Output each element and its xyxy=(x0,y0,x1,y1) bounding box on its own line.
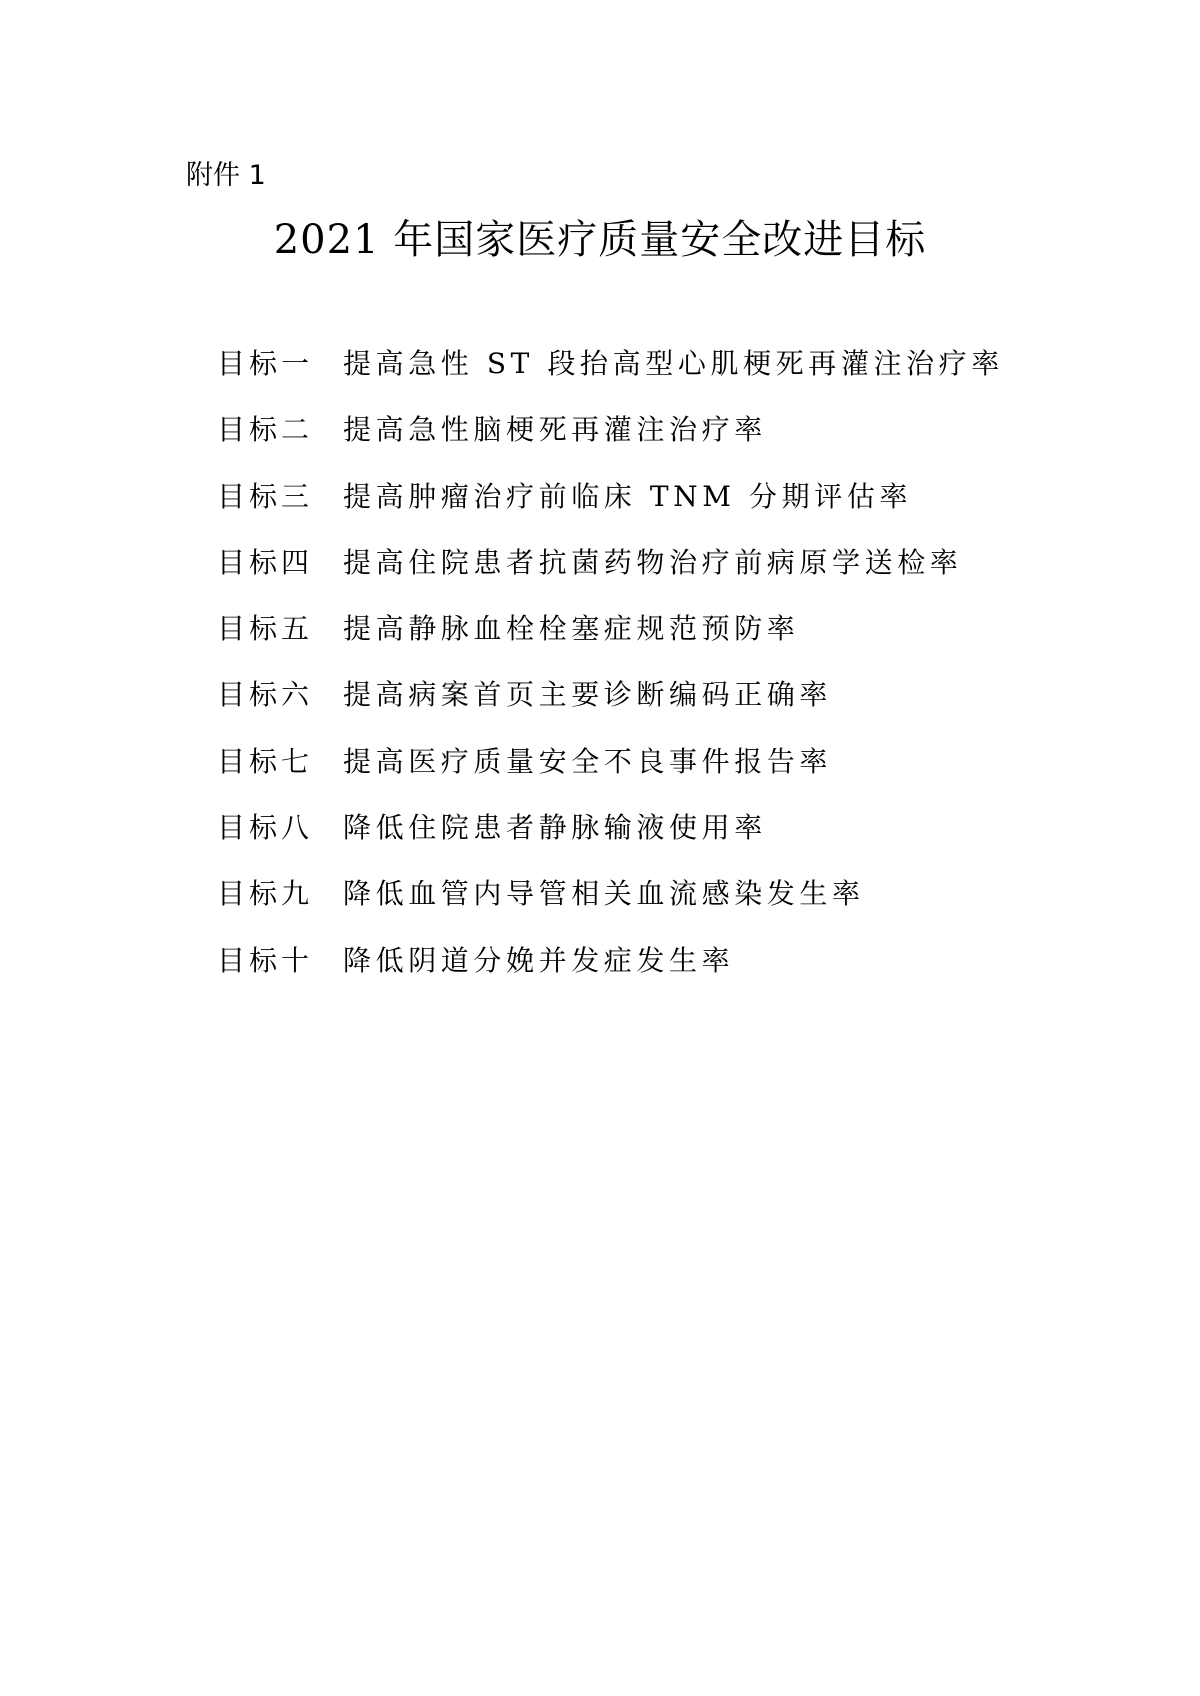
goal-text: 提高静脉血栓栓塞症规范预防率 xyxy=(343,612,800,646)
goal-item xyxy=(217,874,1117,940)
goal-text: 提高急性 ST 段抬高型心肌梗死再灌注治疗率 xyxy=(343,347,1004,380)
goal-list xyxy=(217,344,1117,1007)
goal-label: 目标一 xyxy=(217,347,314,380)
goal-label: 目标九 xyxy=(217,877,314,911)
goal-label: 目标四 xyxy=(217,545,314,579)
goal-item xyxy=(217,675,1117,741)
goal-text: 提高病案首页主要诊断编码正确率 xyxy=(343,678,833,712)
goal-text: 提高医疗质量安全不良事件报告率 xyxy=(343,744,833,778)
goal-label: 目标八 xyxy=(217,811,314,845)
goal-text: 提高肿瘤治疗前临床 TNM 分期评估率 xyxy=(343,479,913,513)
goal-text: 提高住院患者抗菌药物治疗前病原学送检率 xyxy=(343,545,963,579)
attachment-label: 附件 1 xyxy=(186,160,266,191)
goal-text: 提高急性脑梗死再灌注治疗率 xyxy=(343,413,767,447)
goal-text: 降低阴道分娩并发症发生率 xyxy=(343,943,735,977)
goal-item xyxy=(217,410,1117,476)
goal-label: 目标二 xyxy=(217,413,314,447)
goal-item xyxy=(217,808,1117,874)
goal-label: 目标六 xyxy=(217,678,314,712)
goal-text: 降低血管内导管相关血流感染发生率 xyxy=(343,877,865,911)
goal-item xyxy=(217,609,1117,675)
goal-text: 降低住院患者静脉输液使用率 xyxy=(343,811,767,845)
goal-item xyxy=(217,543,1117,609)
goal-item xyxy=(217,477,1117,543)
goal-label: 目标五 xyxy=(217,612,314,646)
goal-item xyxy=(217,344,1117,410)
goal-item xyxy=(217,941,1117,1007)
goal-label: 目标十 xyxy=(217,943,314,977)
goal-label: 目标七 xyxy=(217,744,314,778)
document-title: 2021 年国家医疗质量安全改进目标 xyxy=(273,217,927,263)
goal-label: 目标三 xyxy=(217,479,314,513)
goal-item xyxy=(217,742,1117,808)
